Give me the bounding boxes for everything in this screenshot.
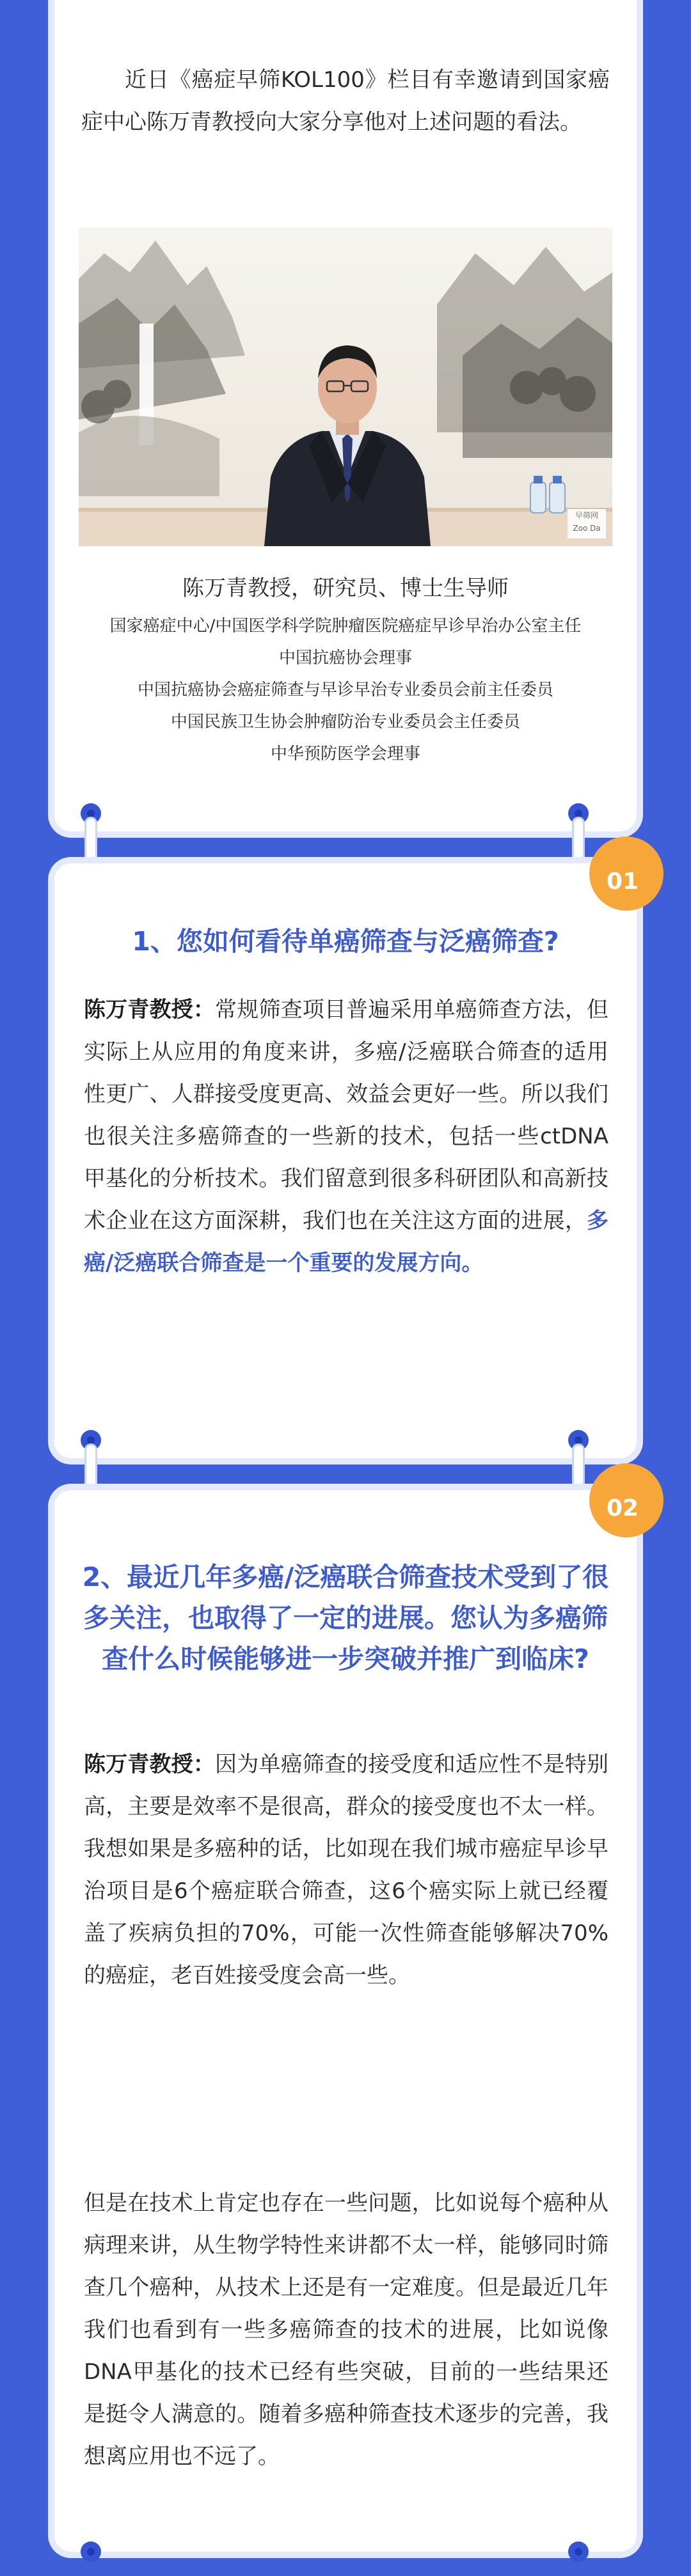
answer-2-body-1: 因为单癌筛查的接受度和适应性不是特别高，主要是效率不是很高，群众的接受度也不太一样。我想如果是多癌种的话，比如现在我们城市癌症早诊早治项目是6个癌症联合筛查，这6个癌实际上就已经覆盖了疾病负担的70%，可能一次性筛查能够解决70%的癌症，老百姓接受度会高一些。 <box>84 1752 609 1988</box>
badge-number: 02 <box>606 1495 639 1521</box>
photo-illustration <box>79 228 612 546</box>
speaker-label: 陈万青教授： <box>84 997 216 1023</box>
question-2-card <box>54 1490 637 2552</box>
profile-block <box>67 570 624 770</box>
answer-1-text <box>84 989 608 1284</box>
question-1-title: 1、您如何看待单癌筛查与泛癌筛查? <box>132 926 559 957</box>
intro-card <box>54 0 637 831</box>
answer-2-paragraph-1 <box>84 1743 608 1997</box>
speaker-label: 陈万青教授： <box>84 1752 216 1777</box>
answer-1-highlight: 多癌/泛癌联合筛查是一个重要的发展方向。 <box>84 1208 608 1276</box>
profile-role-2: 中国抗癌协会理事 <box>278 648 412 668</box>
intro-text: 近日《癌症早筛KOL100》栏目有幸邀请到国家癌症中心陈万青教授向大家分享他对上述问题的看法。 <box>81 67 610 135</box>
answer-1-body: 常规筛查项目普遍采用单癌筛查方法，但实际上从应用的角度来讲，多癌/泛癌联合筛查的适用性更广、人群接受度更高、效益会更好一些。所以我们也很关注多癌筛查的一些新的技术，包括一些ctDNA甲基化的分析技术。我们留意到很多科研团队和高新技术企业在这方面深耕，我们也在关注这方面的进展， <box>84 997 609 1234</box>
section-number-badge-01 <box>589 836 663 911</box>
section-number-badge-02 <box>589 1463 663 1537</box>
binder-pin-3-bottom-left <box>81 2541 101 2562</box>
profile-role-4: 中国民族卫生协会肿瘤防治专业委员会主任委员 <box>170 712 520 732</box>
professor-photo <box>79 228 612 546</box>
watermark-text <box>566 509 607 535</box>
professor-name-line: 陈万青教授，研究员、博士生导师 <box>182 576 509 601</box>
profile-role-5: 中华预防医学会理事 <box>270 744 420 764</box>
badge-number: 01 <box>606 868 639 895</box>
binder-pin-3-bottom-right <box>568 2541 589 2562</box>
watermark-line-1: 早筛网 <box>575 511 598 520</box>
question-1-card <box>54 863 637 1458</box>
profile-role-3: 中国抗癌协会癌症筛查与早诊早治专业委员会前主任委员 <box>137 680 553 700</box>
question-2-title: 2、最近几年多癌/泛癌联合筛查技术受到了很多关注，也取得了一定的进展。您认为多癌筛查什么时候能够进一步突破并推广到临床? <box>82 1562 609 1674</box>
watermark-line-2: Zoo Da <box>573 524 601 533</box>
answer-2-paragraph-2: 但是在技术上肯定也存在一些问题，比如说每个癌种从病理来讲，从生物学特性来讲都不太一样，能够同时筛查几个癌种，从技术上还是有一定难度。但是最近几年我们也看到有一些多癌筛查的技术的进展，比如说像DNA甲基化的技术已经有些突破，目前的一些结果还是挺令人满意的。随着多癌种筛查技术逐步的完善，我想离应用也不远了。 <box>84 2190 608 2469</box>
profile-role-1: 国家癌症中心/中国医学科学院肿瘤医院癌症早诊早治办公室主任 <box>109 617 582 636</box>
